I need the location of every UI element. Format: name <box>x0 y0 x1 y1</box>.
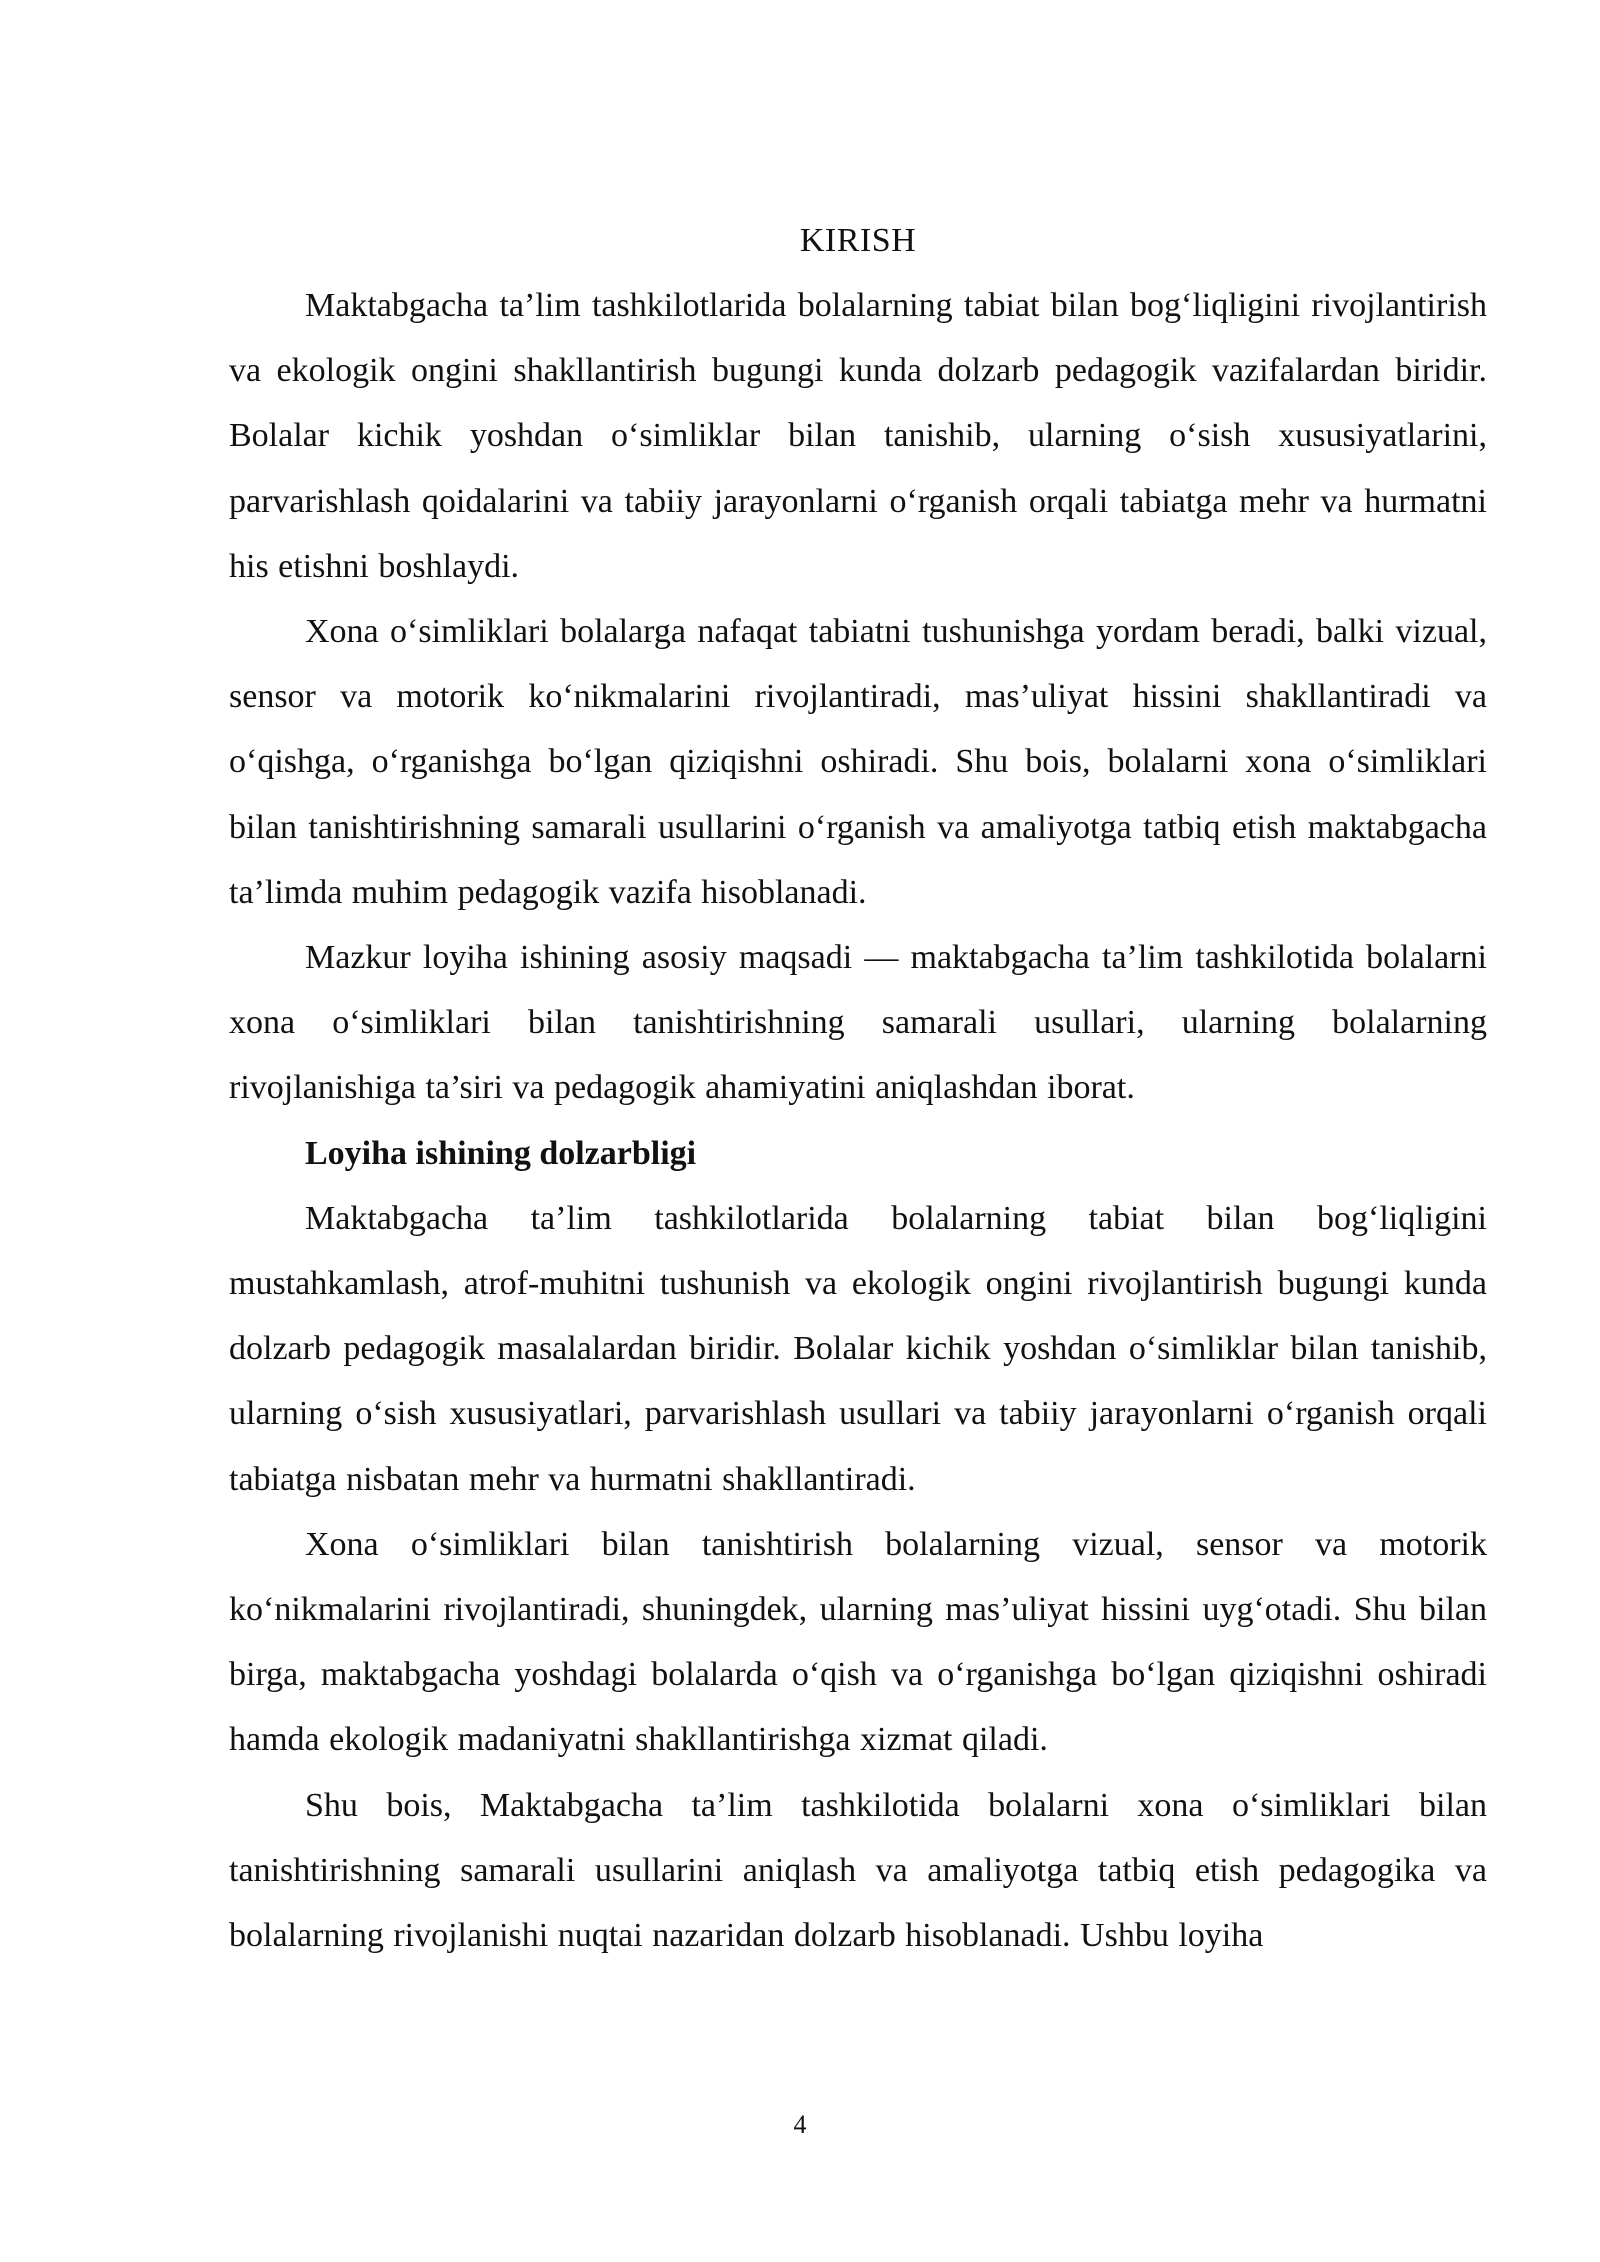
section-heading: Loyiha ishining dolzarbligi <box>305 1134 697 1172</box>
page-title: KIRISH <box>799 222 917 259</box>
section-paragraph-1: Maktabgacha ta’lim tashkilotlarida bolalarning tabiat bilan bog‘liqligini mustahkamlash, atrof-muhitni tushunish va ekologik ongini rivojlantirish bugungi kunda dolzarb pedagogik masalalardan biridir. Bolalar kichik yoshdan o‘simliklar bilan tanishib, ularning o‘sish xususiyatlari, parvarishlash usullari va tabiiy jarayonlarni o‘rganish orqali tabiatga nisbatan mehr va hurmatni shakllantiradi. <box>229 1199 1487 1498</box>
intro-paragraph-1: Maktabgacha ta’lim tashkilotlarida bolalarning tabiat bilan bog‘liqligini rivojlantirish va ekologik ongini shakllantirish bugungi kunda dolzarb pedagogik vazifalardan biridir. Bolalar kichik yoshdan o‘simliklar bilan tanishib, ularning o‘sish xususiyatlarini, parvarishlash qoidalarini va tabiiy jarayonlarni o‘rganish orqali tabiatga mehr va hurmatni his etishni boshlaydi. <box>229 287 1487 585</box>
section-paragraph-2: Xona o‘simliklari bilan tanishtirish bolalarning vizual, sensor va motorik ko‘nikmalarini rivojlantiradi, shuningdek, ularning mas’uliyat hissini uyg‘otadi. Shu bilan birga, maktabgacha yoshdagi bolalarda o‘qish va o‘rganishga bo‘lgan qiziqishni oshiradi hamda ekologik madaniyatni shakllantirishga xizmat qiladi. <box>229 1525 1487 1759</box>
intro-paragraph-2: Xona o‘simliklari bolalarga nafaqat tabiatni tushunishga yordam beradi, balki vizual, sensor va motorik ko‘nikmalarini rivojlantiradi, mas’uliyat hissini shakllantiradi va o‘qishga, o‘rganishga bo‘lgan qiziqishni oshiradi. Shu bois, bolalarni xona o‘simliklari bilan tanishtirishning samarali usullarini o‘rganish va amaliyotga tatbiq etish maktabgacha ta’limda muhim pedagogik vazifa hisoblanadi. <box>229 613 1487 911</box>
section-paragraph-3: Shu bois, Maktabgacha ta’lim tashkilotida bolalarni xona o‘simliklari bilan tanishtirishning samarali usullarini aniqlash va amaliyotga tatbiq etish pedagogika va bolalarning rivojlanishi nuqtai nazaridan dolzarb hisoblanadi. Ushbu loyiha <box>229 1786 1487 1955</box>
page-number: 4 <box>793 2110 807 2139</box>
page-content <box>229 208 1487 1968</box>
intro-paragraph-3: Mazkur loyiha ishining asosiy maqsadi — maktabgacha ta’lim tashkilotida bolalarni xona o‘simliklari bilan tanishtirishning samarali usullari, ularning bolalarning rivojlanishiga ta’siri va pedagogik ahamiyatini aniqlashdan iborat. <box>229 939 1487 1107</box>
